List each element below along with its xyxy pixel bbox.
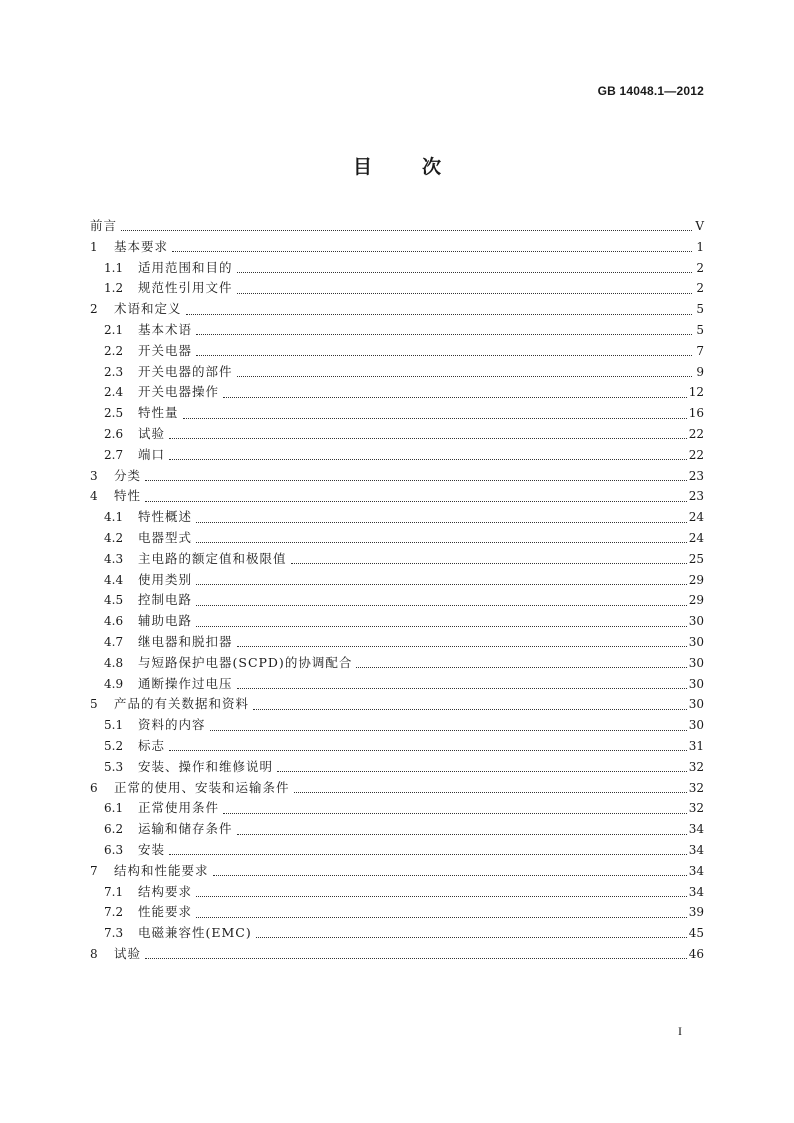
toc-entry[interactable] [90,258,704,279]
toc-entry-page: 5 [696,322,704,337]
toc-entry-page: 39 [688,905,704,920]
table-of-contents [90,216,704,965]
toc-entry-title: 特性概述 [138,509,193,525]
toc-entry-number: 4.3 [104,551,124,566]
toc-entry-title: 正常的使用、安装和运输条件 [114,779,290,795]
toc-entry-number: 8 [90,946,98,961]
toc-entry[interactable] [90,694,704,715]
toc-dot-leader [237,292,692,294]
toc-entry[interactable] [90,216,704,237]
toc-entry-number: 5 [90,697,98,712]
toc-dot-leader [223,812,687,814]
toc-entry[interactable] [90,715,704,736]
toc-entry-title: 正常使用条件 [138,800,220,816]
toc-entry-number: 2.5 [104,406,124,421]
toc-entry[interactable] [90,882,704,903]
toc-entry-page: V [695,219,704,233]
toc-dot-leader [237,645,687,647]
toc-entry-page: 30 [688,676,704,691]
toc-entry-page: 45 [688,926,704,941]
toc-dot-leader [196,583,687,585]
toc-entry-page: 22 [688,447,704,462]
toc-entry-page: 22 [688,426,704,441]
toc-entry-page: 32 [688,780,704,795]
toc-entry-title: 使用类别 [138,571,193,587]
toc-dot-leader [237,833,687,835]
toc-entry[interactable] [90,840,704,861]
toc-entry[interactable] [90,424,704,445]
toc-entry-page: 12 [688,385,704,400]
toc-dot-leader [169,853,687,855]
toc-entry-number: 2.2 [104,343,124,358]
toc-entry-title: 电器型式 [138,529,193,545]
toc-entry-number: 2.6 [104,426,124,441]
toc-dot-leader [172,250,692,252]
toc-entry-page: 34 [688,863,704,878]
toc-entry-number: 2 [90,302,98,317]
toc-entry-title: 开关电器的部件 [138,363,233,379]
toc-entry-number: 2.7 [104,447,124,462]
toc-entry-title: 控制电路 [138,592,193,608]
toc-entry-title: 辅助电路 [138,613,193,629]
toc-dot-leader [196,521,687,523]
toc-entry-title: 安装、操作和维修说明 [138,758,274,774]
toc-entry-number: 4.8 [104,655,124,670]
toc-entry[interactable] [90,819,704,840]
toc-entry-title: 资料的内容 [138,717,206,733]
toc-entry[interactable] [90,507,704,528]
toc-entry-number: 4.2 [104,530,124,545]
toc-entry-title: 端口 [138,446,166,462]
toc-entry-title: 术语和定义 [114,301,182,317]
toc-dot-leader [169,437,687,439]
toc-entry-number: 5.2 [104,738,124,753]
toc-entry-title: 分类 [114,467,142,483]
toc-dot-leader [145,500,687,502]
toc-entry-page: 30 [688,697,704,712]
toc-dot-leader [213,874,687,876]
toc-entry-title: 产品的有关数据和资料 [114,696,250,712]
toc-entry-number: 1.2 [104,281,124,296]
toc-entry-number: 3 [90,468,98,483]
toc-entry-page: 1 [696,239,704,254]
toc-entry-title: 开关电器 [138,342,193,358]
toc-entry[interactable] [90,736,704,757]
toc-entry-page: 2 [696,281,704,296]
toc-entry-number: 1.1 [104,260,124,275]
toc-entry-number: 7.2 [104,905,124,920]
toc-entry-number: 5.1 [104,718,124,733]
toc-entry-page: 32 [688,759,704,774]
toc-dot-leader [169,458,687,460]
toc-entry-number: 1 [90,239,98,254]
toc-entry-page: 29 [688,572,704,587]
toc-entry[interactable] [90,944,704,965]
toc-entry[interactable] [90,778,704,799]
toc-entry-title: 特性量 [138,405,179,421]
toc-entry[interactable] [90,341,704,362]
toc-entry-page: 23 [688,468,704,483]
toc-entry-page: 24 [688,510,704,525]
toc-entry-title: 结构要求 [138,883,193,899]
toc-entry-title: 基本要求 [114,238,169,254]
toc-entry-title: 标志 [138,737,166,753]
toc-entry[interactable] [90,237,704,258]
toc-dot-leader [121,229,692,231]
toc-entry-number: 4.4 [104,572,124,587]
toc-dot-leader [210,729,687,731]
toc-entry[interactable] [90,445,704,466]
toc-dot-leader [253,708,687,710]
toc-entry[interactable] [90,362,704,383]
toc-entry-page: 29 [688,593,704,608]
toc-entry-page: 34 [688,884,704,899]
toc-entry-page: 25 [688,551,704,566]
toc-dot-leader [145,957,687,959]
toc-entry-number: 4.9 [104,676,124,691]
toc-dot-leader [169,749,687,751]
toc-dot-leader [183,417,687,419]
toc-dot-leader [145,479,687,481]
toc-dot-leader [196,541,687,543]
toc-entry-title: 试验 [138,425,166,441]
page-title [0,152,794,179]
toc-dot-leader [237,375,692,377]
toc-entry-number: 4.6 [104,614,124,629]
toc-entry-page: 2 [696,260,704,275]
toc-dot-leader [196,354,692,356]
toc-dot-leader [223,396,687,398]
toc-entry-title: 结构和性能要求 [114,862,209,878]
toc-dot-leader [291,562,687,564]
toc-dot-leader [196,604,687,606]
toc-dot-leader [256,936,687,938]
toc-entry-number: 5.3 [104,759,124,774]
toc-entry-number: 6.2 [104,822,124,837]
toc-entry[interactable] [90,798,704,819]
toc-entry-title: 前言 [90,218,118,233]
toc-entry-page: 30 [688,718,704,733]
toc-entry-page: 23 [688,489,704,504]
toc-dot-leader [277,770,687,772]
toc-entry-page: 34 [688,842,704,857]
toc-entry-page: 24 [688,530,704,545]
toc-entry[interactable] [90,653,704,674]
toc-entry-page: 5 [696,302,704,317]
toc-entry[interactable] [90,923,704,944]
toc-entry-page: 32 [688,801,704,816]
toc-entry-page: 16 [688,406,704,421]
toc-entry-page: 30 [688,655,704,670]
toc-entry-number: 2.3 [104,364,124,379]
page-title-char-1: 目 [352,156,372,178]
toc-entry-title: 试验 [114,945,142,961]
toc-dot-leader [196,625,687,627]
toc-entry-page: 30 [688,634,704,649]
toc-entry[interactable] [90,590,704,611]
toc-entry[interactable] [90,528,704,549]
toc-entry[interactable] [90,570,704,591]
standard-number: GB 14048.1—2012 [597,84,704,98]
toc-entry-number: 2.1 [104,322,124,337]
toc-dot-leader [237,687,687,689]
toc-entry-title: 性能要求 [138,904,193,920]
toc-entry-title: 主电路的额定值和极限值 [138,550,287,566]
toc-entry[interactable] [90,902,704,923]
toc-entry-title: 继电器和脱扣器 [138,633,233,649]
toc-entry-number: 4.1 [104,510,124,525]
toc-entry-title: 规范性引用文件 [138,280,233,296]
page-title-char-2: 次 [422,156,442,178]
toc-dot-leader [196,916,687,918]
toc-entry-page: 31 [688,738,704,753]
toc-entry-title: 电磁兼容性(EMC) [138,925,252,941]
toc-entry-number: 7.3 [104,926,124,941]
toc-dot-leader [237,271,692,273]
toc-entry-number: 7.1 [104,884,124,899]
toc-entry-page: 34 [688,822,704,837]
toc-entry-title: 与短路保护电器(SCPD)的协调配合 [138,654,353,670]
toc-entry-title: 适用范围和目的 [138,259,233,275]
toc-entry[interactable] [90,320,704,341]
toc-entry[interactable] [90,861,704,882]
toc-entry[interactable] [90,611,704,632]
page-number: I [678,1024,682,1038]
toc-entry-number: 4 [90,489,98,504]
toc-entry-page: 9 [696,364,704,379]
toc-entry[interactable] [90,278,704,299]
toc-entry[interactable] [90,382,704,403]
toc-entry-page: 30 [688,614,704,629]
toc-entry-title: 基本术语 [138,321,193,337]
toc-dot-leader [196,895,687,897]
toc-entry[interactable] [90,403,704,424]
toc-entry-number: 2.4 [104,385,124,400]
toc-entry-title: 安装 [138,841,166,857]
toc-entry[interactable] [90,674,704,695]
toc-entry-title: 开关电器操作 [138,384,220,400]
toc-entry-title: 特性 [114,488,142,504]
toc-entry-number: 4.5 [104,593,124,608]
toc-dot-leader [196,333,692,335]
toc-entry[interactable] [90,757,704,778]
toc-entry-number: 6.3 [104,842,124,857]
toc-entry-number: 6 [90,780,98,795]
toc-entry-page: 46 [688,946,704,961]
toc-dot-leader [186,313,692,315]
toc-dot-leader [356,666,686,668]
toc-entry[interactable] [90,486,704,507]
toc-entry-number: 6.1 [104,801,124,816]
toc-entry[interactable] [90,466,704,487]
toc-entry[interactable] [90,299,704,320]
toc-entry-title: 运输和储存条件 [138,821,233,837]
toc-entry[interactable] [90,632,704,653]
toc-entry-title: 通断操作过电压 [138,675,233,691]
toc-entry[interactable] [90,549,704,570]
toc-entry-number: 7 [90,863,98,878]
toc-entry-page: 7 [696,343,704,358]
toc-entry-number: 4.7 [104,634,124,649]
toc-dot-leader [294,791,687,793]
